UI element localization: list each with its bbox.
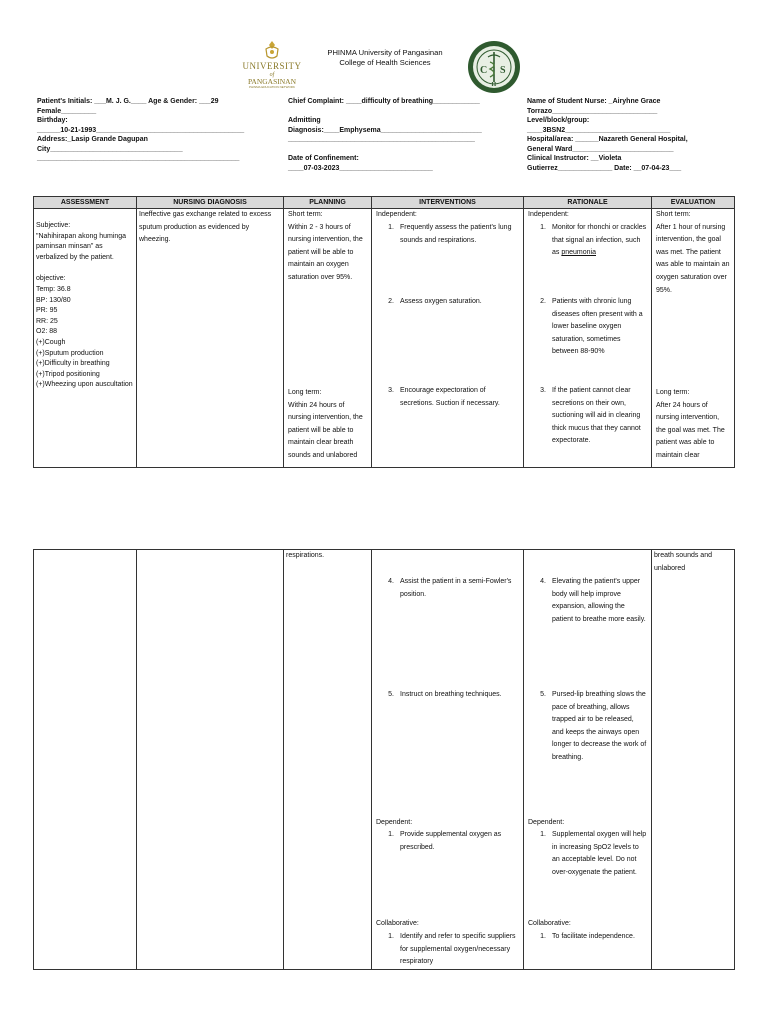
intervention-item: [376, 689, 519, 702]
header-rationale: RATIONALE: [524, 197, 652, 209]
info-line: ______10-21-1993______________________________________: [37, 126, 245, 134]
item-number: 2.: [388, 298, 394, 306]
rationale-collaborative-label: Collaborative:: [528, 920, 571, 927]
seal-letter-h: H: [491, 82, 497, 88]
logo-line-university: UNIVERSITY: [242, 61, 302, 72]
item-number: 4.: [540, 578, 546, 585]
item-text: Monitor for rhonchi or crackles that signal an infection, such as: [552, 224, 647, 257]
intervention-item: [376, 576, 519, 601]
item-text: Supplemental oxygen will help in increasing SpO2 levels to an acceptable level. Do not over-oxygenate the patient.: [552, 831, 647, 876]
header-assessment: ASSESSMENT: [34, 197, 137, 209]
objective-item: (+)Difficulty in breathing: [36, 360, 110, 368]
care-plan-table-page-1: [33, 196, 735, 468]
intervention-dependent-item: [376, 829, 519, 854]
interventions-dependent-label: Dependent:: [376, 819, 413, 826]
college-name: College of Health Sciences: [339, 58, 431, 68]
item-number: 1.: [388, 224, 394, 232]
info-line: Hospital/area: ______Nazareth General Hospital,: [527, 136, 688, 144]
rationale-independent-label: Independent:: [528, 211, 569, 219]
item-text: Identify and refer to specific suppliers for supplemental oxygen/necessary respiratory: [400, 933, 516, 966]
long-term-goal: Within 24 hours of nursing intervention, the patient will be able to maintain clear breath sounds and unlabored: [288, 401, 363, 460]
item-number: 1.: [388, 831, 394, 838]
objective-item: (+)Tripod positioning: [36, 370, 100, 378]
long-term-label: Long term:: [288, 389, 322, 397]
chs-seal-icon: [467, 40, 521, 94]
info-line: [288, 107, 508, 117]
item-text: Assess oxygen saturation.: [400, 298, 482, 306]
intervention-item: [376, 385, 519, 410]
long-term-goal-continued: respirations.: [286, 552, 325, 559]
item-number: 1.: [388, 933, 394, 940]
nursing-diagnosis-text: Ineffective gas exchange related to excess sputum production as evidenced by wheezing.: [139, 211, 272, 244]
item-number: 1.: [540, 831, 546, 838]
rationale-dependent-label: Dependent:: [528, 819, 565, 826]
info-line: ____________________________________________________: [37, 155, 240, 163]
rationale-cell-continued: [524, 550, 652, 970]
header-planning: PLANNING: [284, 197, 372, 209]
info-line: [288, 145, 508, 155]
interventions-independent-label: Independent:: [376, 211, 417, 219]
item-text-underlined: pneumonia: [561, 249, 596, 257]
info-line: Date of Confinement:: [288, 155, 359, 163]
item-number: 1.: [540, 224, 546, 232]
item-number: 5.: [388, 691, 394, 698]
short-term-goal: Within 2 - 3 hours of nursing intervention, the patient will be able to maintain an oxygen saturation over 95%.: [288, 223, 363, 282]
nursing-diagnosis-cell: [137, 209, 284, 468]
university-crest-icon: [263, 40, 281, 60]
interventions-cell-continued: [372, 550, 524, 970]
info-line: Female_________: [37, 107, 97, 115]
evaluation-cell: [652, 209, 735, 468]
info-line: Birthday:: [37, 117, 68, 125]
care-plan-table-page-2: [33, 549, 735, 970]
rationale-item: [528, 689, 647, 765]
subjective-label: Subjective:: [36, 222, 71, 230]
info-line: Patient's Initials: ___M. J. G.____ Age & Gender: ___29: [37, 98, 219, 105]
item-text: Frequently assess the patient's lung sounds and respirations.: [400, 224, 512, 244]
objective-label: objective:: [36, 275, 66, 283]
info-line: Torrazo___________________________: [527, 107, 658, 115]
item-text: Assist the patient in a semi-Fowler's position.: [400, 578, 512, 598]
evaluation-long-term-continued: breath sounds and unlabored: [654, 552, 712, 572]
intervention-item: [376, 296, 519, 309]
item-number: 1.: [540, 933, 546, 940]
objective-item: (+)Cough: [36, 339, 66, 347]
evaluation-cell-continued: [652, 550, 735, 970]
info-line: Clinical Instructor: __Violeta: [527, 155, 622, 163]
logo-line-network: PHINMA EDUCATION NETWORK: [249, 84, 295, 89]
header-nursing-diagnosis: NURSING DIAGNOSIS: [137, 197, 284, 209]
info-line: Gutierrez______________ Date: __07-04-23___: [527, 164, 682, 172]
patient-info-column-3: [527, 97, 742, 173]
info-line: ____3BSN2___________________________: [527, 126, 671, 134]
planning-cell-continued: [284, 550, 372, 970]
seal-letter-c: C: [480, 65, 488, 76]
info-line: Chief Complaint: ____difficulty of breathing____________: [288, 98, 480, 105]
item-text: Pursed-lip breathing slows the pace of breathing, allows trapped air to be released, and keeps the airways open longer to decrease the work of breathing.: [552, 691, 647, 761]
item-text: Provide supplemental oxygen as prescribed.: [400, 831, 502, 851]
info-line: Diagnosis:____Emphysema__________________________: [288, 126, 482, 134]
info-line: Level/block/group:: [527, 117, 590, 125]
item-text: Instruct on breathing techniques.: [400, 691, 502, 698]
logo-line-pangasinan: PANGASINAN: [247, 76, 297, 86]
subjective-text: "Nahihirapan akong huminga paminsan minsan" as verbalized by the patient.: [36, 232, 127, 261]
info-line: Admitting: [288, 117, 321, 125]
institution-name: PHINMA University of Pangasinan: [327, 48, 443, 57]
header-interventions: INTERVENTIONS: [372, 197, 524, 209]
evaluation-long-term-label: Long term:: [656, 389, 690, 397]
info-line: Address:_Lasip Grande Dagupan: [37, 136, 148, 144]
short-term-label: Short term:: [288, 211, 323, 219]
item-number: 3.: [388, 387, 394, 395]
nursing-diagnosis-cell-continued: [137, 550, 284, 970]
info-line: ________________________________________________: [288, 136, 475, 144]
objective-item: O2: 88: [36, 328, 58, 336]
item-number: 5.: [540, 691, 546, 698]
info-line: Name of Student Nurse: _Airyhne Grace: [527, 98, 661, 105]
assessment-cell-continued: [34, 550, 137, 970]
seal-letter-s: S: [500, 65, 506, 76]
assessment-cell: [34, 209, 137, 468]
rationale-dependent-item: [528, 829, 647, 879]
objective-item: (+)Wheezing upon auscultation: [36, 381, 133, 389]
item-text: Elevating the patient's upper body will help improve expansion, allowing the patient to breathe more easily.: [552, 578, 646, 623]
rationale-item: [528, 222, 647, 260]
item-text: Encourage expectoration of secretions. Suction if necessary.: [400, 387, 500, 407]
item-text: Patients with chronic lung diseases often present with a lower baseline oxygen saturation, sometimes between 88-90%: [552, 298, 643, 356]
logo-line-of: of: [269, 71, 275, 78]
info-line: ____07-03-2023________________________: [288, 164, 433, 172]
rationale-item: [528, 385, 647, 448]
rationale-collaborative-item: [528, 931, 647, 944]
intervention-collaborative-item: [376, 931, 519, 969]
header-evaluation: EVALUATION: [652, 197, 735, 209]
rationale-cell: [524, 209, 652, 468]
interventions-collaborative-label: Collaborative:: [376, 920, 419, 927]
interventions-cell: [372, 209, 524, 468]
intervention-item: [376, 222, 519, 247]
objective-item: BP: 130/80: [36, 296, 71, 304]
item-number: 2.: [540, 298, 546, 306]
objective-item: Temp: 36.8: [36, 286, 71, 294]
objective-item: (+)Sputum production: [36, 349, 104, 357]
evaluation-short-term-text: After 1 hour of nursing intervention, the goal was met. The patient was able to maintain an oxygen saturation over 95%.: [656, 223, 730, 294]
item-text: If the patient cannot clear secretions on their own, suctioning will aid in clearing thick mucus that they cannot expectorate.: [552, 387, 641, 445]
evaluation-short-term-label: Short term:: [656, 211, 691, 219]
college-seal: [467, 40, 521, 94]
patient-info-column-2: [288, 97, 508, 173]
objective-item: PR: 95: [36, 307, 58, 315]
item-number: 4.: [388, 578, 394, 585]
planning-cell: [284, 209, 372, 468]
document-header: [310, 48, 460, 69]
evaluation-long-term-text: After 24 hours of nursing intervention, the goal was met. The patient was able to maintain clear: [656, 401, 725, 460]
patient-info-column-1: [37, 97, 277, 164]
rationale-item: [528, 576, 647, 626]
objective-item: RR: 25: [36, 317, 58, 325]
item-number: 3.: [540, 387, 546, 395]
info-line: General Ward__________________________: [527, 145, 674, 153]
info-line: City__________________________________: [37, 145, 183, 153]
rationale-item: [528, 296, 647, 359]
item-text: To facilitate independence.: [552, 933, 635, 940]
university-logo: [238, 40, 306, 100]
